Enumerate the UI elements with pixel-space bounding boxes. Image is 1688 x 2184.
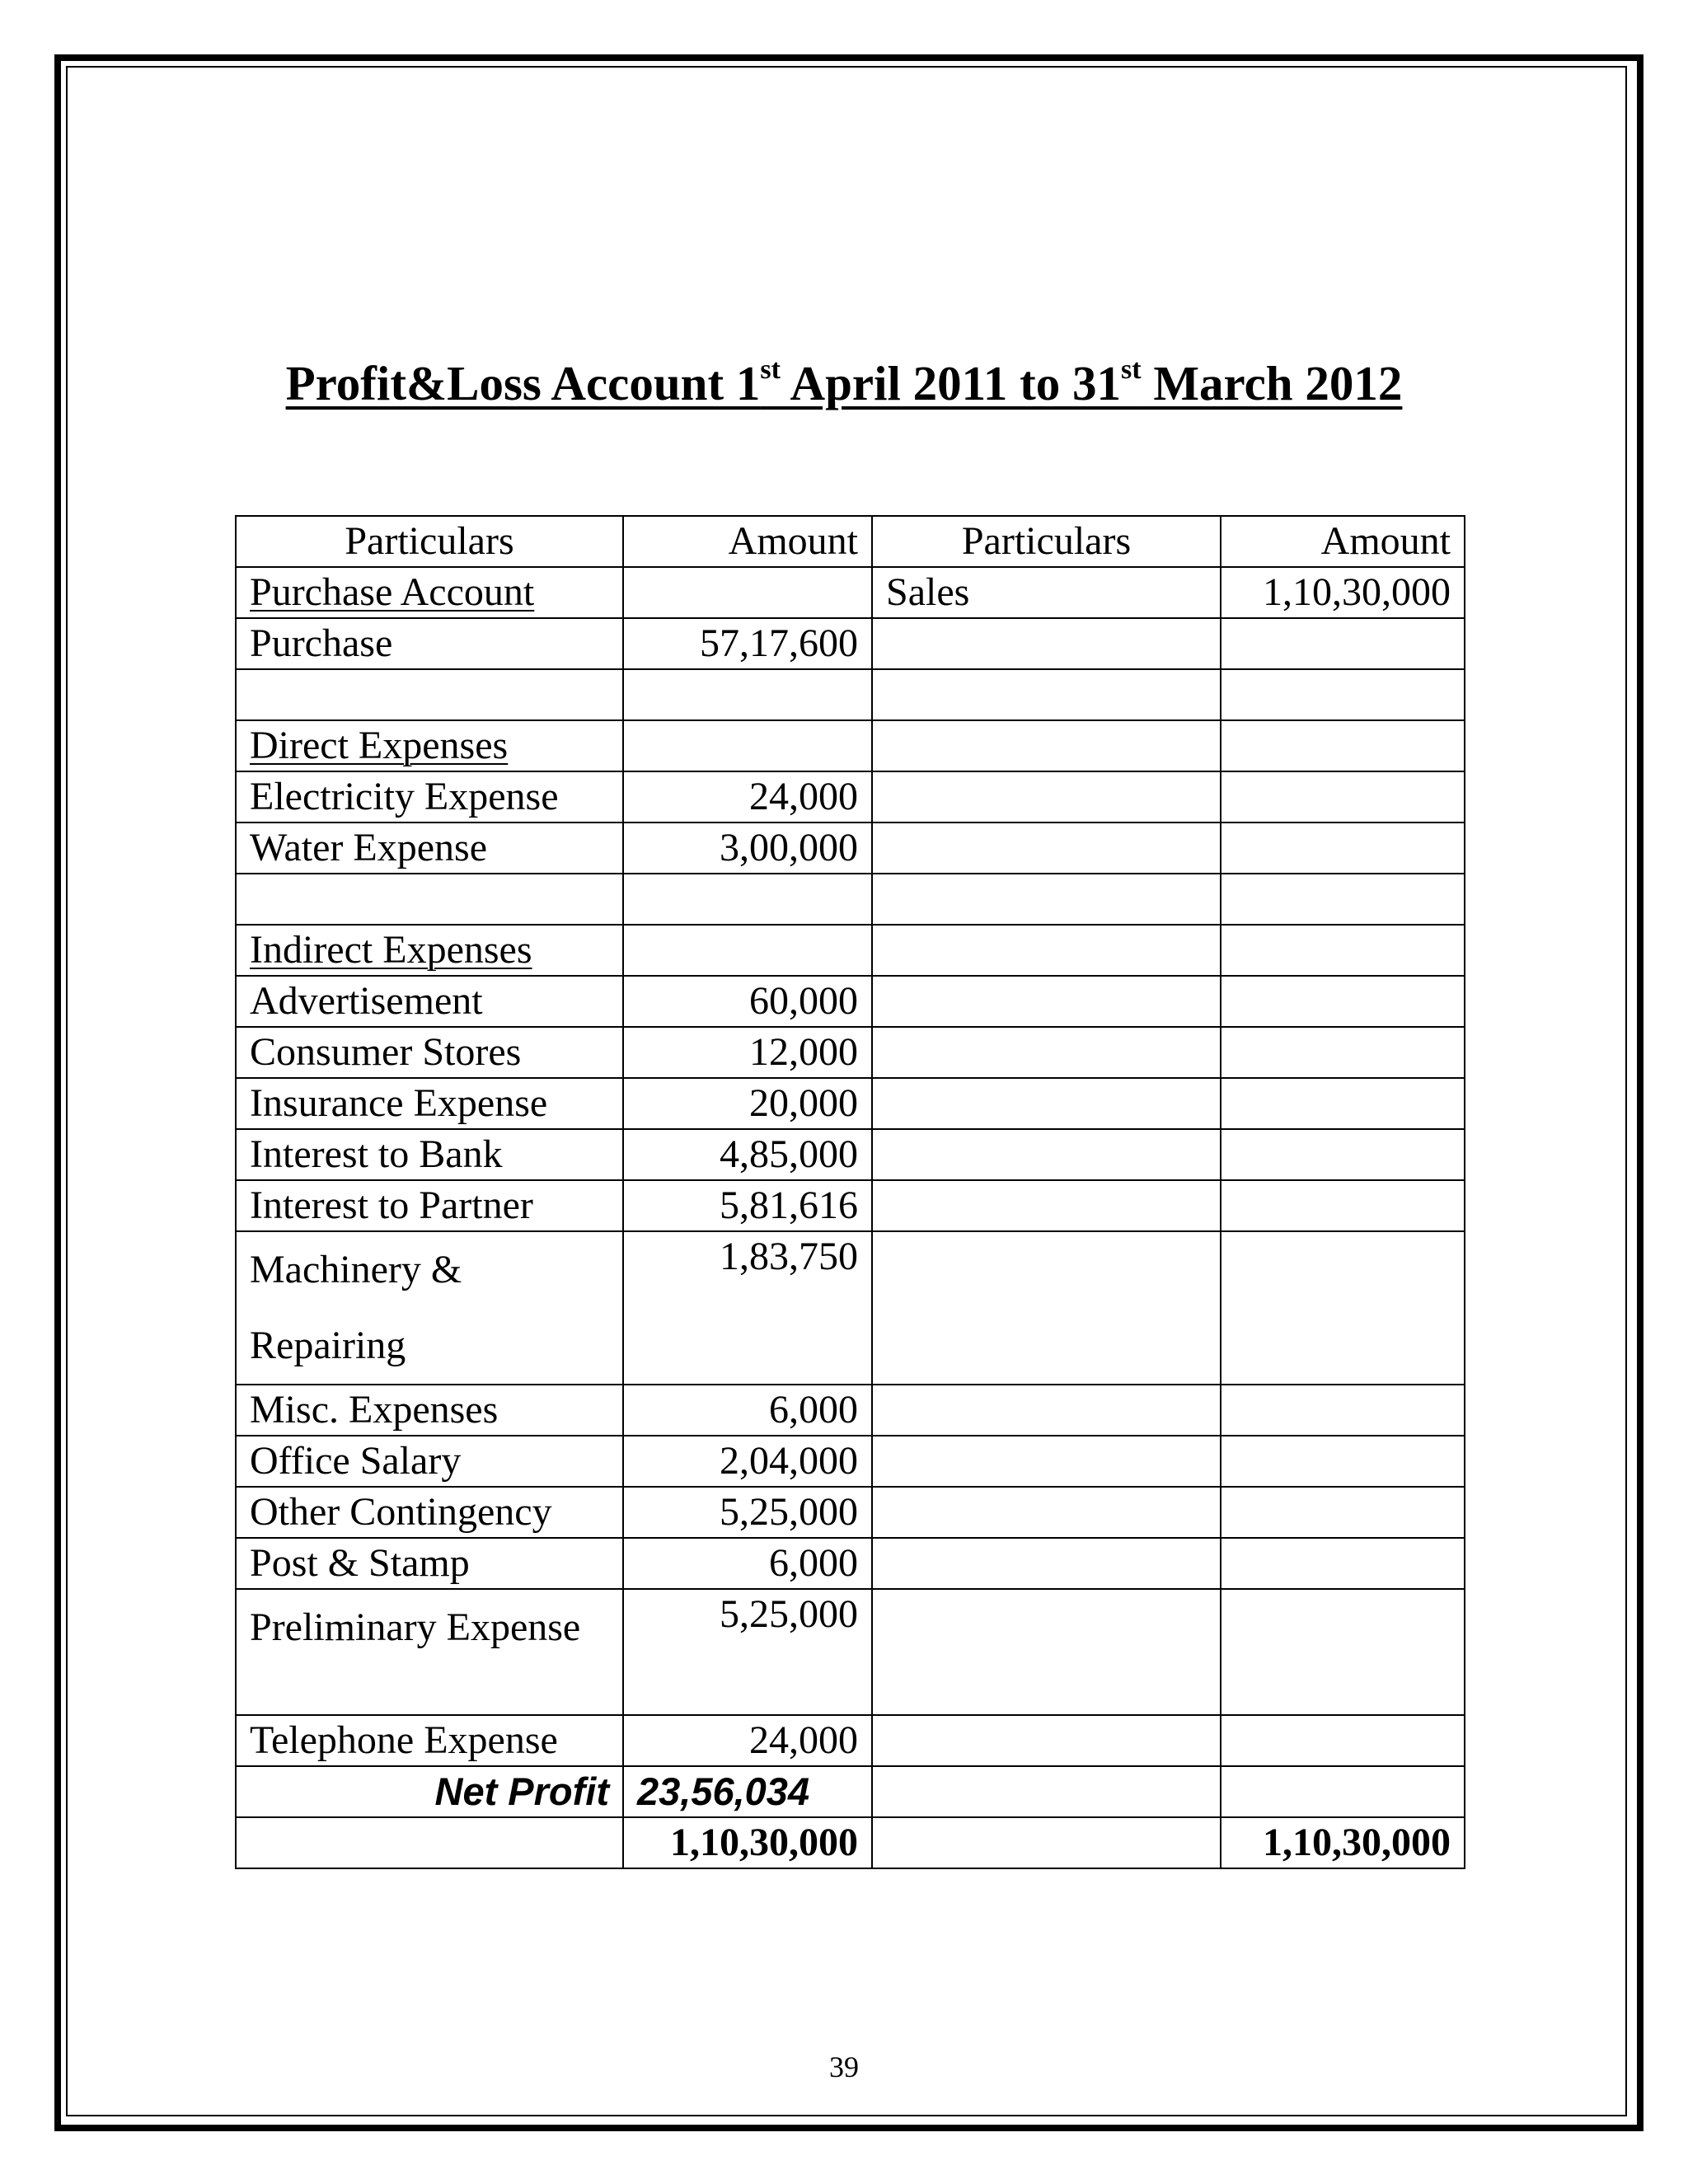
row-particulars: Purchase [236,618,623,669]
row-amount [623,925,872,976]
row-credit-amount [1221,1231,1465,1385]
table-row [236,1589,1465,1715]
row-amount: 24,000 [623,1715,872,1766]
net-profit-credit-particulars [872,1766,1221,1817]
table-row [236,874,1465,925]
total-debit-amount: 1,10,30,000 [623,1817,872,1868]
row-amount [623,874,872,925]
table-row [236,1715,1465,1766]
table-row [236,823,1465,874]
row-credit-amount [1221,1589,1465,1715]
totals-row [236,1817,1465,1868]
table-row [236,1231,1465,1385]
table-row [236,1129,1465,1180]
row-amount [623,720,872,771]
row-credit-particulars [872,1385,1221,1436]
row-credit-amount [1221,823,1465,874]
row-amount: 4,85,000 [623,1129,872,1180]
table-row [236,771,1465,823]
row-credit-particulars [872,1129,1221,1180]
row-credit-amount [1221,1436,1465,1487]
table-row [236,618,1465,669]
row-credit-particulars [872,1231,1221,1385]
row-amount [623,669,872,720]
row-credit-amount [1221,1180,1465,1231]
table-row [236,1180,1465,1231]
totals-credit-particulars [872,1817,1221,1868]
header-amount-credit: Amount [1221,516,1465,567]
table-row [236,925,1465,976]
row-credit-amount [1221,1027,1465,1078]
row-credit-amount [1221,874,1465,925]
net-profit-credit-amount [1221,1766,1465,1817]
row-credit-particulars [872,1538,1221,1589]
row-particulars: Preliminary Expense [236,1589,623,1715]
row-particulars: Machinery & Repairing [236,1231,623,1385]
row-credit-particulars [872,1715,1221,1766]
row-credit-amount [1221,618,1465,669]
row-credit-amount [1221,976,1465,1027]
profit-loss-table [235,515,1465,1869]
row-particulars: Consumer Stores [236,1027,623,1078]
row-amount: 3,00,000 [623,823,872,874]
row-credit-particulars [872,1589,1221,1715]
row-particulars: Purchase Account [236,567,623,618]
table-row [236,1487,1465,1538]
row-credit-particulars [872,1078,1221,1129]
row-credit-amount [1221,1385,1465,1436]
table-row [236,1027,1465,1078]
row-particulars: Interest to Partner [236,1180,623,1231]
row-credit-particulars [872,1436,1221,1487]
row-particulars: Indirect Expenses [236,925,623,976]
row-credit-amount: 1,10,30,000 [1221,567,1465,618]
row-particulars: Post & Stamp [236,1538,623,1589]
row-particulars [236,874,623,925]
row-particulars: Other Contingency [236,1487,623,1538]
row-amount: 60,000 [623,976,872,1027]
row-amount: 20,000 [623,1078,872,1129]
table-row [236,669,1465,720]
row-particulars: Telephone Expense [236,1715,623,1766]
row-credit-particulars [872,823,1221,874]
row-particulars [236,669,623,720]
table-row [236,567,1465,618]
row-credit-particulars [872,1180,1221,1231]
net-profit-label: Net Profit [236,1766,623,1817]
row-credit-amount [1221,1538,1465,1589]
total-credit-amount: 1,10,30,000 [1221,1817,1465,1868]
header-amount-debit: Amount [623,516,872,567]
row-amount: 24,000 [623,771,872,823]
row-credit-particulars [872,618,1221,669]
row-amount: 57,17,600 [623,618,872,669]
totals-label [236,1817,623,1868]
header-particulars-debit: Particulars [236,516,623,567]
table-row [236,1436,1465,1487]
table-header-row [236,516,1465,567]
row-amount: 6,000 [623,1538,872,1589]
table-row [236,1385,1465,1436]
row-credit-particulars [872,1027,1221,1078]
row-particulars: Direct Expenses [236,720,623,771]
row-credit-amount [1221,771,1465,823]
row-credit-particulars: Sales [872,567,1221,618]
row-amount: 12,000 [623,1027,872,1078]
row-credit-particulars [872,771,1221,823]
table-row [236,976,1465,1027]
header-particulars-credit: Particulars [872,516,1221,567]
row-particulars: Water Expense [236,823,623,874]
row-amount: 1,83,750 [623,1231,872,1385]
row-credit-particulars [872,874,1221,925]
table-row [236,1078,1465,1129]
row-particulars: Electricity Expense [236,771,623,823]
row-credit-amount [1221,669,1465,720]
row-credit-particulars [872,976,1221,1027]
row-amount: 5,81,616 [623,1180,872,1231]
page-number: 39 [829,2050,859,2083]
row-credit-amount [1221,925,1465,976]
row-credit-amount [1221,720,1465,771]
table-row [236,720,1465,771]
net-profit-row [236,1766,1465,1817]
page-title: Profit&Loss Account 1st April 2011 to 31st March 2012 [285,354,1403,410]
row-amount [623,567,872,618]
row-amount: 2,04,000 [623,1436,872,1487]
row-particulars: Insurance Expense [236,1078,623,1129]
row-credit-particulars [872,925,1221,976]
row-credit-amount [1221,1715,1465,1766]
row-credit-amount [1221,1129,1465,1180]
row-amount: 6,000 [623,1385,872,1436]
row-particulars: Misc. Expenses [236,1385,623,1436]
row-credit-amount [1221,1487,1465,1538]
row-particulars: Office Salary [236,1436,623,1487]
row-credit-particulars [872,1487,1221,1538]
row-credit-amount [1221,1078,1465,1129]
net-profit-amount: 23,56,034 [623,1766,872,1817]
row-amount: 5,25,000 [623,1589,872,1715]
row-particulars: Interest to Bank [236,1129,623,1180]
table-row [236,1538,1465,1589]
row-particulars: Advertisement [236,976,623,1027]
row-credit-particulars [872,669,1221,720]
row-credit-particulars [872,720,1221,771]
row-amount: 5,25,000 [623,1487,872,1538]
